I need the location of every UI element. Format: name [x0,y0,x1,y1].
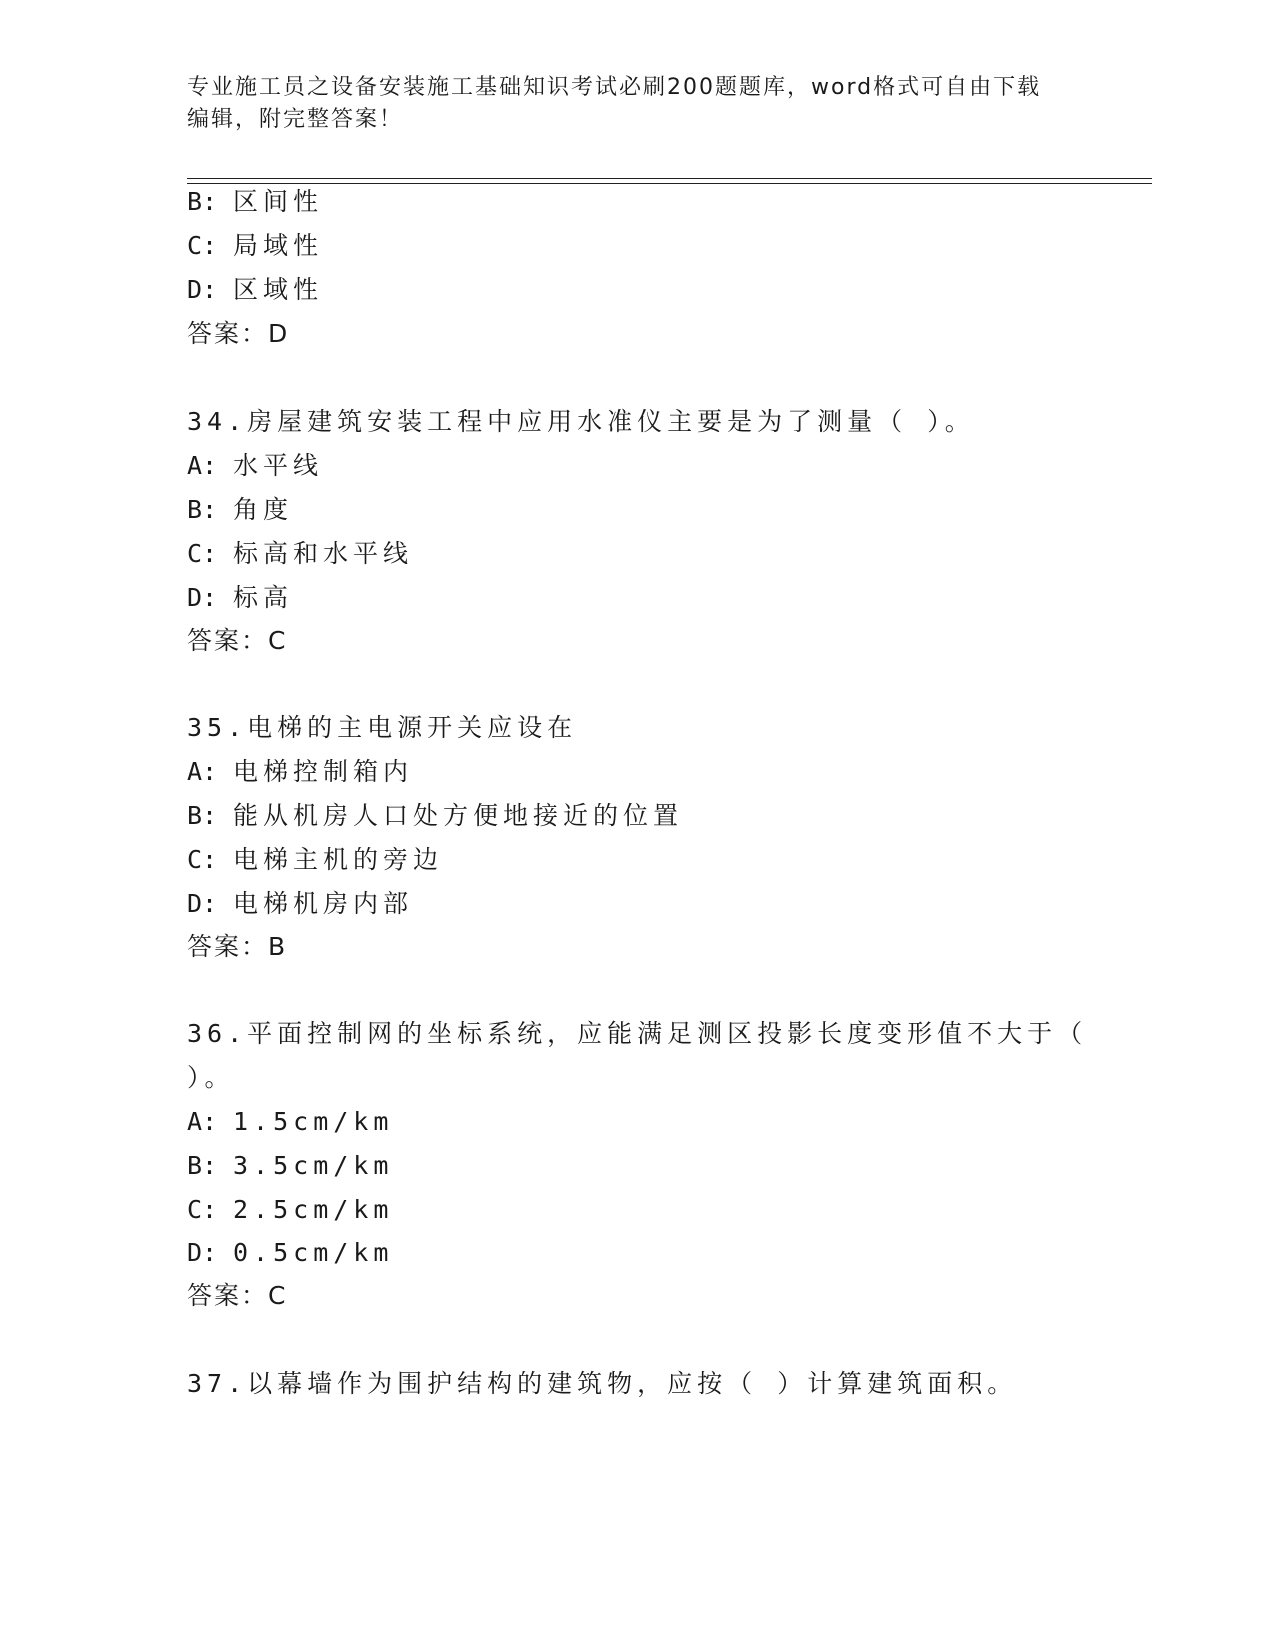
document-header [187,72,1087,136]
q35-option-d: D: 电梯机房内部 [187,889,414,918]
q34-option-c: C: 标高和水平线 [187,539,414,568]
header-line-1: 专业施工员之设备安装施工基础知识考试必刷200题题库，word格式可自由下载 [187,75,1042,100]
q37-question: 37.以幕墙作为围护结构的建筑物，应按（ ）计算建筑面积。 [187,1369,1018,1398]
q36-question-line-2: ）。 [187,1063,235,1092]
q34-question: 34.房屋建筑安装工程中应用水准仪主要是为了测量（ ）。 [187,407,975,436]
q33-option-d: D: 区域性 [187,275,324,304]
q34-option-d: D: 标高 [187,583,294,612]
q33-answer: 答案：D [187,319,290,348]
q36-question-line-1: 36.平面控制网的坐标系统，应能满足测区投影长度变形值不大于（ [187,1019,1088,1048]
q35-question: 35.电梯的主电源开关应设在 [187,713,578,742]
q35-option-c: C: 电梯主机的旁边 [187,845,444,874]
q33-option-b: B: 区间性 [187,187,324,216]
q35-answer: 答案：B [187,932,288,961]
q36-option-a: A: 1.5cm/km [187,1107,394,1136]
header-line-2: 编辑，附完整答案！ [187,107,404,132]
q35-option-b: B: 能从机房人口处方便地接近的位置 [187,801,684,830]
q33-option-c: C: 局域性 [187,231,324,260]
q36-option-c: C: 2.5cm/km [187,1195,394,1224]
q34-option-a: A: 水平线 [187,451,324,480]
q36-option-d: D: 0.5cm/km [187,1238,394,1267]
q34-answer: 答案：C [187,626,288,655]
header-divider-top [187,178,1152,179]
header-divider-bottom [187,183,1152,184]
q34-option-b: B: 角度 [187,495,294,524]
q35-option-a: A: 电梯控制箱内 [187,757,414,786]
q36-answer: 答案：C [187,1281,288,1310]
q36-option-b: B: 3.5cm/km [187,1151,394,1180]
